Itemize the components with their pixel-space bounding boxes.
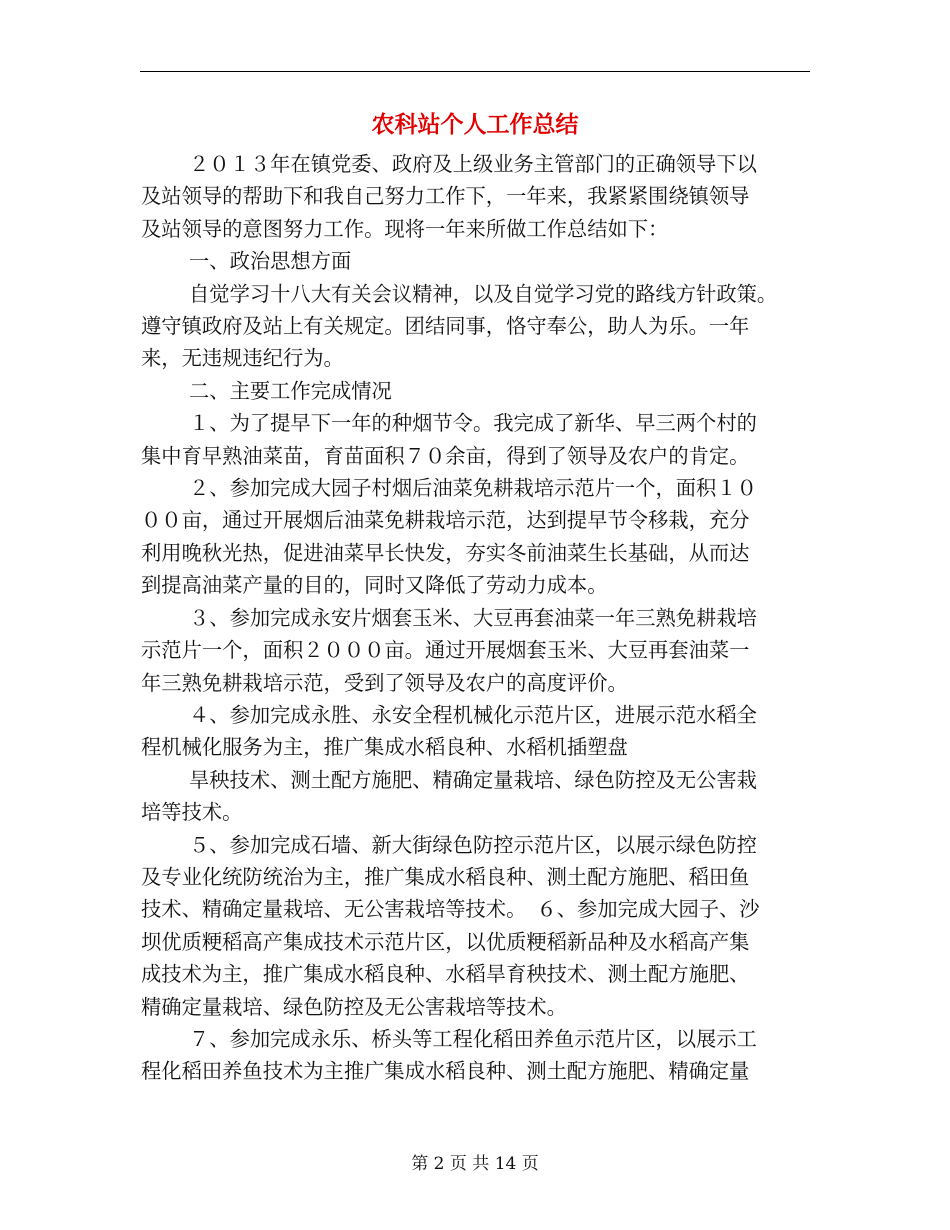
body-line: 及专业化统防统治为主，推广集成水稻良种、测土配方施肥、稻田鱼	[141, 864, 750, 889]
body-line: ００亩，通过开展烟后油菜免耕栽培示范，达到提早节令移栽，充分	[141, 508, 750, 533]
body-line: 一、政治思想方面	[189, 249, 352, 274]
body-line: 技术、精确定量栽培、无公害栽培等技术。 ６、参加完成大园子、沙	[141, 897, 760, 922]
body-line: 旱秧技术、测土配方施肥、精确定量栽培、绿色防控及无公害栽	[189, 767, 757, 792]
body-line: 及站领导的帮助下和我自己努力工作下，一年来，我紧紧围绕镇领导	[141, 184, 750, 209]
body-line: 自觉学习十八大有关会议精神，以及自觉学习党的路线方针政策。	[189, 281, 778, 306]
body-line: 到提高油菜产量的目的，同时又降低了劳动力成本。	[141, 573, 608, 598]
body-line: 及站领导的意图努力工作。现将一年来所做工作总结如下：	[141, 216, 669, 241]
body-line: ５、参加完成石墙、新大街绿色防控示范片区，以展示绿色防控	[189, 832, 757, 857]
body-line: 二、主要工作完成情况	[189, 378, 392, 403]
body-line: 程化稻田养鱼技术为主推广集成水稻良种、测土配方施肥、精确定量	[141, 1059, 750, 1084]
body-line: 年三熟免耕栽培示范，受到了领导及农户的高度评价。	[141, 670, 628, 695]
body-line: 精确定量栽培、绿色防控及无公害栽培等技术。	[141, 994, 567, 1019]
body-line: 培等技术。	[141, 800, 243, 825]
document-title: 农科站个人工作总结	[371, 111, 579, 138]
body-line: 利用晚秋光热，促进油菜早长快发，夯实冬前油菜生长基础，从而达	[141, 540, 750, 565]
body-line: 来，无违规违纪行为。	[141, 346, 344, 371]
body-line: 成技术为主，推广集成水稻良种、水稻旱育秧技术、测土配方施肥、	[141, 962, 750, 987]
body-line: 坝优质粳稻高产集成技术示范片区，以优质粳稻新品种及水稻高产集	[141, 929, 750, 954]
body-line: 程机械化服务为主，推广集成水稻良种、水稻机插塑盘	[141, 735, 628, 760]
body-line: 集中育早熟油菜苗，育苗面积７０余亩，得到了领导及农户的肯定。	[141, 443, 750, 468]
body-line: ２、参加完成大园子村烟后油菜免耕栽培示范片一个，面积１０	[189, 476, 757, 501]
body-line: ２０１３年在镇党委、政府及上级业务主管部门的正确领导下以	[189, 152, 757, 176]
body-line: １、为了提早下一年的种烟节令。我完成了新华、早三两个村的	[189, 411, 757, 436]
body-line: ４、参加完成永胜、永安全程机械化示范片区，进展示范水稻全	[189, 702, 757, 727]
header-rule	[140, 71, 810, 72]
document-body	[141, 148, 811, 1088]
page-footer: 第 2 页 共 14 页	[411, 1154, 539, 1174]
body-line: ７、参加完成永乐、桥头等工程化稻田养鱼示范片区，以展示工	[189, 1026, 757, 1051]
body-line: 遵守镇政府及站上有关规定。团结同事，恪守奉公，助人为乐。一年	[141, 314, 750, 339]
body-line: 示范片一个，面积２０００亩。通过开展烟套玉米、大豆再套油菜一	[141, 638, 750, 663]
body-line: ３、参加完成永安片烟套玉米、大豆再套油菜一年三熟免耕栽培	[189, 605, 757, 630]
